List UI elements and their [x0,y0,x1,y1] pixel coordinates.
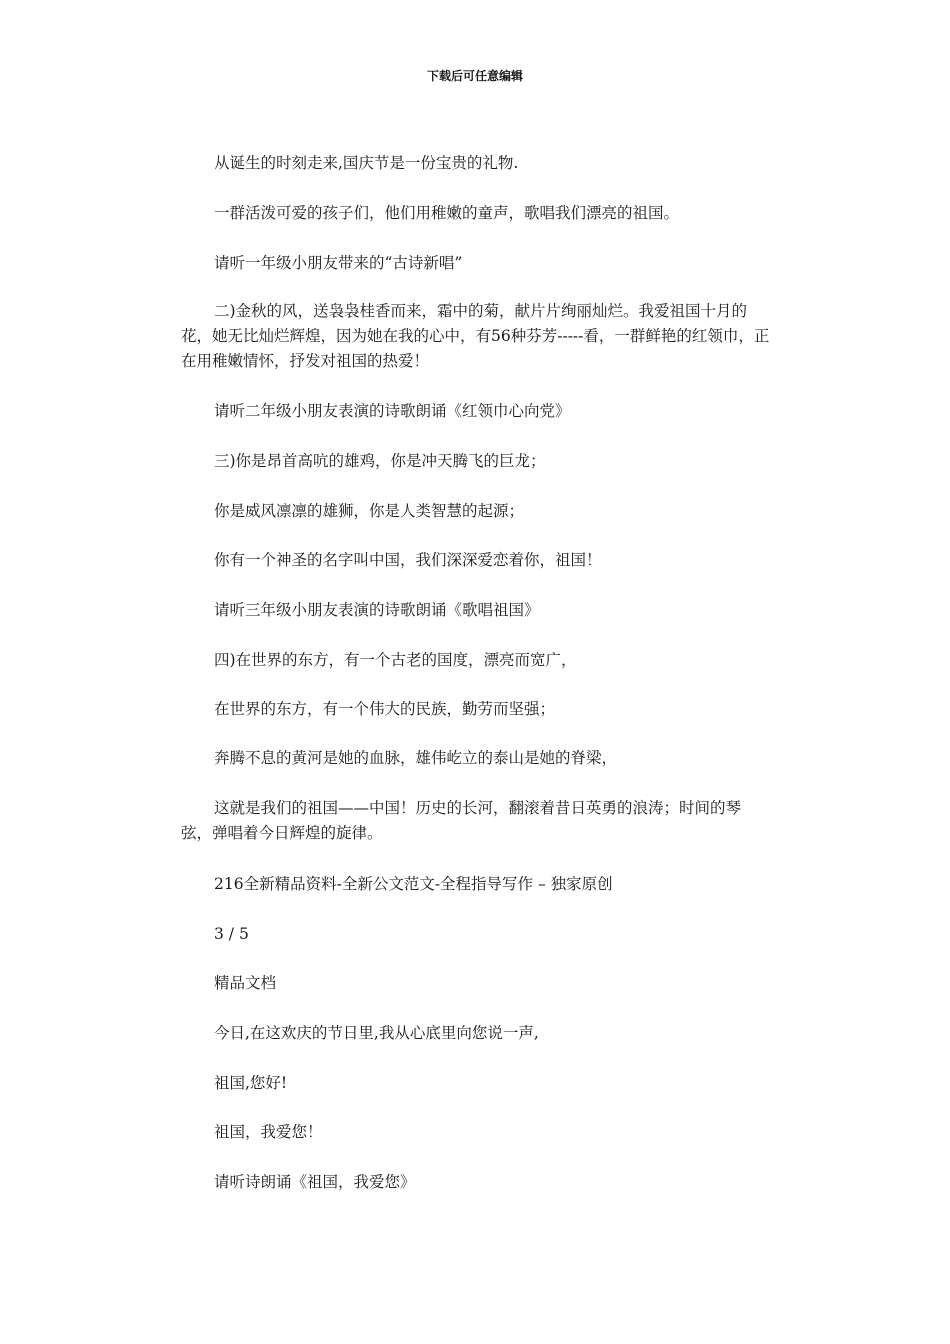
paragraph: 三)你是昂首高吭的雄鸡，你是冲天腾飞的巨龙； [214,452,546,470]
paragraph: 你是威风凛凛的雄狮，你是人类智慧的起源； [214,502,525,520]
page-header: 下载后可任意编辑 [426,69,523,83]
paragraph: 从诞生的时刻走来,国庆节是一份宝贵的礼物. [214,154,519,172]
paragraph: 请听一年级小朋友带来的“古诗新唱” [214,254,463,272]
page-number: 3 / 5 [214,925,249,943]
paragraph: 奔腾不息的黄河是她的血脉，雄伟屹立的泰山是她的脊梁， [214,749,618,767]
paragraph: 你有一个神圣的名字叫中国，我们深深爱恋着你，祖国！ [214,551,602,569]
paragraph: 一群活泼可爱的孩子们，他们用稚嫩的童声，歌唱我们漂亮的祖国。 [214,204,680,222]
paragraph: 祖国，我爱您！ [214,1123,323,1141]
paragraph: 请听三年级小朋友表演的诗歌朗诵《歌唱祖国》 [214,601,540,619]
paragraph: 二)金秋的风，送袅袅桂香而来，霜中的菊，献片片绚丽灿烂。我爱祖国十月的花，她无比灿烂辉煌，因为她在我的心中，有56种芬芳-----看，一群鲜艳的红领巾，正在用稚嫩情怀，抒发对祖国的热爱！ [181,302,770,370]
paragraph: 今日,在这欢庆的节日里,我从心底里向您说一声, [214,1024,539,1042]
paragraph: 请听诗朗诵《祖国，我爱您》 [214,1173,416,1191]
paragraph: 请听二年级小朋友表演的诗歌朗诵《红领巾心向党》 [214,402,571,420]
paragraph: 在世界的东方，有一个伟大的民族，勤劳而坚强； [214,700,556,718]
paragraph: 精品文档 [214,974,277,992]
paragraph: 216全新精品资料-全新公文范文-全程指导写作 – 独家原创 [214,875,613,893]
paragraph: 四)在世界的东方，有一个古老的国度，漂亮而宽广， [214,651,577,669]
paragraph: 祖国,您好! [214,1074,288,1092]
paragraph: 这就是我们的祖国——中国！历史的长河，翻滚着昔日英勇的浪涛；时间的琴弦，弹唱着今日辉煌的旋律。 [181,799,742,842]
